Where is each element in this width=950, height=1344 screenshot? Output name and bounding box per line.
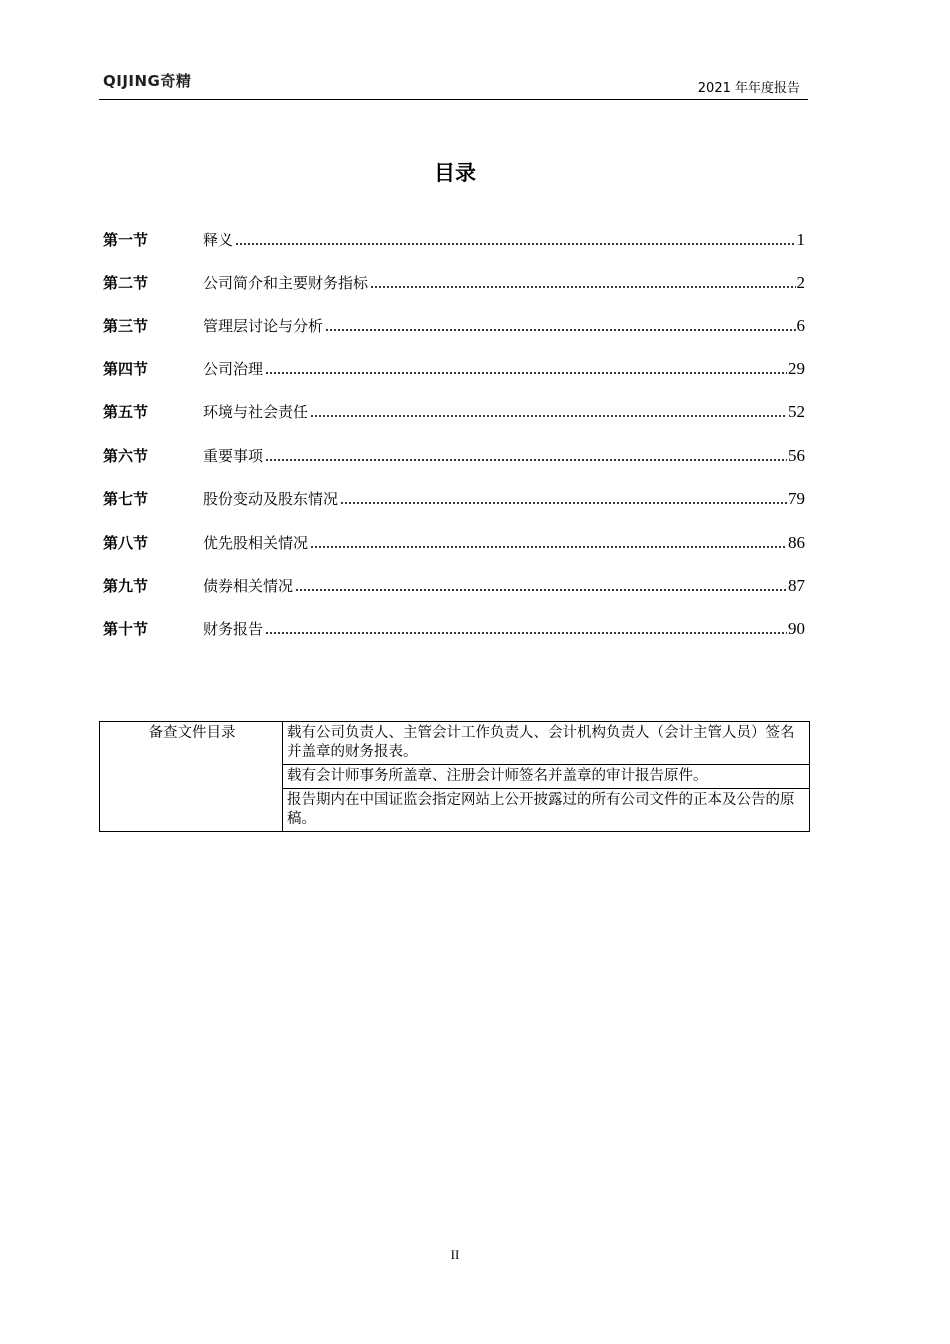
toc-page-number: 87 (788, 576, 805, 595)
reference-document-item: 载有会计师事务所盖章、注册会计师签名并盖章的审计报告原件。 (283, 765, 810, 789)
toc-leader-dots (265, 631, 787, 635)
toc-page-number: 86 (788, 533, 805, 552)
toc-section-name: 重要事项 (203, 447, 264, 465)
toc-page-number: 1 (796, 230, 805, 249)
toc-leader-dots (370, 285, 795, 289)
toc-section-number: 第四节 (103, 360, 149, 378)
toc-section-name: 股份变动及股东情况 (203, 490, 339, 508)
toc-section-name: 公司治理 (203, 360, 264, 378)
toc-title: 目录 (434, 161, 476, 185)
toc-entry[interactable] (103, 444, 805, 466)
page-number: II (450, 1247, 460, 1262)
toc-section-name: 公司简介和主要财务指标 (203, 274, 369, 292)
toc-section-number: 第五节 (103, 403, 149, 421)
toc-page-number: 52 (788, 402, 805, 421)
toc-page-number: 29 (788, 359, 805, 378)
toc-section-number: 第二节 (103, 274, 149, 292)
toc-entry[interactable] (103, 487, 805, 509)
table-row (100, 722, 810, 765)
toc-section-name: 财务报告 (203, 620, 264, 638)
toc-section-number: 第一节 (103, 231, 149, 249)
toc-section-number: 第十节 (103, 620, 149, 638)
toc-page-number: 6 (796, 316, 805, 335)
toc-section-number: 第九节 (103, 577, 149, 595)
toc-section-name: 管理层讨论与分析 (203, 317, 324, 335)
toc-section-number: 第三节 (103, 317, 149, 335)
toc-entry[interactable] (103, 531, 805, 553)
toc-entry[interactable] (103, 271, 805, 293)
toc-page-number: 56 (788, 446, 805, 465)
toc-section-name: 优先股相关情况 (203, 534, 309, 552)
toc-section-number: 第八节 (103, 534, 149, 552)
toc-page-number: 90 (788, 619, 805, 638)
toc-entry[interactable] (103, 228, 805, 250)
toc-leader-dots (310, 545, 787, 549)
company-logo: QIJING奇精 (103, 72, 192, 90)
toc-leader-dots (265, 458, 787, 462)
report-title: 2021 年年度报告 (697, 81, 800, 96)
reference-document-item: 报告期内在中国证监会指定网站上公开披露过的所有公司文件的正本及公告的原稿。 (283, 789, 810, 832)
toc-entry[interactable] (103, 617, 805, 639)
toc-section-number: 第七节 (103, 490, 149, 508)
toc-page-number: 79 (788, 489, 805, 508)
toc-leader-dots (295, 588, 787, 592)
toc-entry[interactable] (103, 357, 805, 379)
reference-documents-label: 备查文件目录 (100, 722, 283, 832)
reference-documents-table (99, 721, 810, 832)
toc-leader-dots (265, 371, 787, 375)
reference-document-item: 载有公司负责人、主管会计工作负责人、会计机构负责人（会计主管人员）签名并盖章的财务报表。 (283, 722, 810, 765)
toc-section-number: 第六节 (103, 447, 149, 465)
toc-leader-dots (340, 501, 787, 505)
toc-leader-dots (325, 328, 795, 332)
toc-entry[interactable] (103, 574, 805, 596)
toc-section-name: 债券相关情况 (203, 577, 294, 595)
toc-entry[interactable] (103, 400, 805, 422)
header-divider (99, 99, 808, 100)
toc-leader-dots (235, 242, 795, 246)
toc-entry[interactable] (103, 314, 805, 336)
toc-page-number: 2 (796, 273, 805, 292)
toc-leader-dots (310, 414, 787, 418)
toc-section-name: 释义 (203, 231, 234, 249)
toc-section-name: 环境与社会责任 (203, 403, 309, 421)
